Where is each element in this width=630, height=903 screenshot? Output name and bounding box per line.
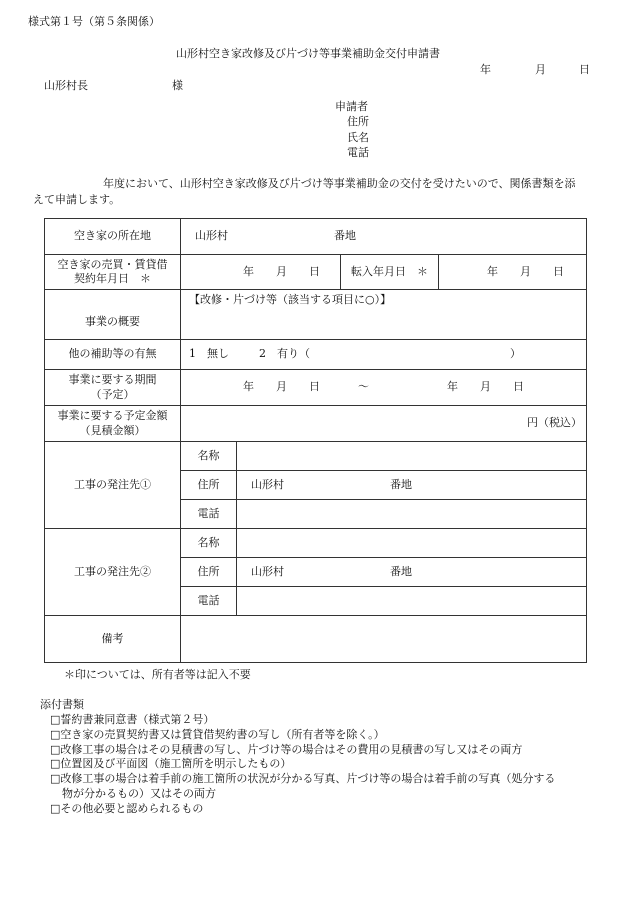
attachment-item-6: □その他必要と認められるもの	[50, 801, 204, 815]
contractor1-phone-value[interactable]	[237, 500, 587, 529]
period-end-month: 月	[480, 380, 491, 394]
row-other-subsidy	[45, 340, 587, 370]
move-in-date-value-cell[interactable]	[439, 255, 587, 290]
amount-value-cell[interactable]	[181, 406, 587, 442]
amount-unit: 円（税込）	[527, 416, 582, 430]
contract-date-day: 日	[309, 264, 320, 278]
period-tilde: ～	[358, 380, 369, 394]
contractor2-village: 山形村	[251, 564, 284, 578]
attachment-item-5-continued: 物が分かるもの）又はその両方	[62, 787, 216, 801]
contractor1-address-label: 住所	[181, 471, 237, 500]
row-overview	[45, 290, 587, 340]
move-in-date-year: 年	[487, 264, 498, 278]
attachments-heading: 添付書類	[40, 698, 84, 711]
contractor1-label: 工事の発注先①	[45, 442, 181, 529]
attachment-item-2: □空き家の売買契約書又は賃貸借契約書の写し（所有者等を除く。）	[50, 727, 385, 741]
applicant-phone-label: 電話	[347, 146, 369, 159]
form-title: 山形村空き家改修及び片づけ等事業補助金交付申請書	[176, 47, 440, 60]
row-contract-date	[45, 255, 587, 290]
location-banchi: 番地	[334, 229, 356, 243]
contractor2-name-value[interactable]	[237, 529, 587, 558]
location-village: 山形村	[195, 229, 228, 243]
period-label-line-1: 事業に要する期間	[68, 373, 157, 387]
contractor2-label: 工事の発注先②	[45, 529, 181, 616]
move-in-date-day: 日	[553, 264, 564, 278]
contractor1-address-value[interactable]	[237, 471, 587, 500]
overview-label: 事業の概要	[45, 290, 181, 340]
attachment-item-3: □改修工事の場合はその見積書の写し、片づけ等の場合はその費用の見積書の写し又はその両方	[50, 742, 523, 756]
header-date	[480, 63, 590, 78]
form-number: 様式第１号（第５条関係）	[28, 15, 160, 28]
contractor2-name-label: 名称	[181, 529, 237, 558]
note-text: ＊印については、所有者等は記入不要	[64, 668, 251, 681]
applicant-name-label: 氏名	[347, 131, 369, 144]
amount-label-line-1: 事業に要する予定金額	[57, 409, 168, 423]
applicant-address-label: 住所	[347, 115, 369, 128]
period-end-day: 日	[513, 380, 524, 394]
row-remarks	[45, 616, 587, 663]
contractor2-phone-value[interactable]	[237, 587, 587, 616]
period-label-line-2: （予定）	[90, 387, 135, 401]
applicant-heading: 申請者	[335, 100, 368, 113]
period-end-year: 年	[447, 380, 458, 394]
subsidy-option-none: 1 無し	[189, 347, 229, 361]
subsidy-option-close: ）	[510, 347, 521, 361]
header-date-year: 年	[480, 63, 491, 76]
contractor2-address-label: 住所	[181, 558, 237, 587]
period-label	[45, 370, 181, 406]
attachments-section	[40, 698, 555, 817]
remarks-label: 備考	[45, 616, 181, 663]
contract-date-label-line-1: 空き家の売買・賃貸借	[57, 257, 168, 271]
application-form-table	[44, 218, 587, 663]
row-location	[45, 219, 587, 255]
addressee-name: 山形村長	[44, 79, 88, 92]
body-text-line-1: 年度において、山形村空き家改修及び片づけ等事業補助金の交付を受けたいので、関係書類を添	[103, 177, 576, 190]
overview-value-cell[interactable]	[181, 290, 587, 340]
location-label: 空き家の所在地	[45, 219, 181, 255]
move-in-date-label: 転入年月日 ＊	[341, 255, 439, 290]
contract-date-label	[45, 255, 181, 290]
row-amount	[45, 406, 587, 442]
overview-instruction: 【改修・片づけ等（該当する項目に○）】	[189, 293, 392, 306]
period-start-month: 月	[276, 380, 287, 394]
period-start-day: 日	[309, 380, 320, 394]
row-contractor1-name	[45, 442, 587, 471]
contractor2-phone-label: 電話	[181, 587, 237, 616]
other-subsidy-label: 他の補助等の有無	[45, 340, 181, 370]
contractor2-address-value[interactable]	[237, 558, 587, 587]
period-value-cell[interactable]	[181, 370, 587, 406]
row-period	[45, 370, 587, 406]
row-contractor2-name	[45, 529, 587, 558]
header-date-day: 日	[579, 63, 590, 76]
period-start-year: 年	[243, 380, 254, 394]
move-in-date-month: 月	[520, 264, 531, 278]
contract-date-label-line-2: 契約年月日 ＊	[74, 272, 151, 285]
location-value-cell[interactable]	[181, 219, 587, 255]
addressee-honorific: 様	[172, 79, 183, 92]
remarks-value[interactable]	[181, 616, 587, 663]
body-text-line-2: えて申請します。	[33, 193, 121, 206]
contractor1-banchi: 番地	[390, 477, 412, 491]
contractor1-name-value[interactable]	[237, 442, 587, 471]
amount-label	[45, 406, 181, 442]
attachment-item-4: □位置図及び平面図（施工箇所を明示したもの）	[50, 757, 292, 771]
contractor2-banchi: 番地	[390, 564, 412, 578]
other-subsidy-value-cell[interactable]	[181, 340, 587, 370]
contractor1-name-label: 名称	[181, 442, 237, 471]
amount-label-line-2: （見積金額）	[79, 423, 146, 437]
attachment-item-5: □改修工事の場合は着手前の施工箇所の状況が分かる写真、片づけ等の場合は着手前の写真（処分する	[50, 772, 556, 786]
attachment-item-1: □誓約書兼同意書（様式第２号）	[50, 712, 215, 726]
contractor1-village: 山形村	[251, 477, 284, 491]
contract-date-year: 年	[243, 264, 254, 278]
contract-date-month: 月	[276, 264, 287, 278]
contractor1-phone-label: 電話	[181, 500, 237, 529]
header-date-month: 月	[535, 63, 546, 76]
contract-date-value-cell[interactable]	[181, 255, 341, 290]
subsidy-option-yes: 2 有り（	[259, 347, 310, 361]
